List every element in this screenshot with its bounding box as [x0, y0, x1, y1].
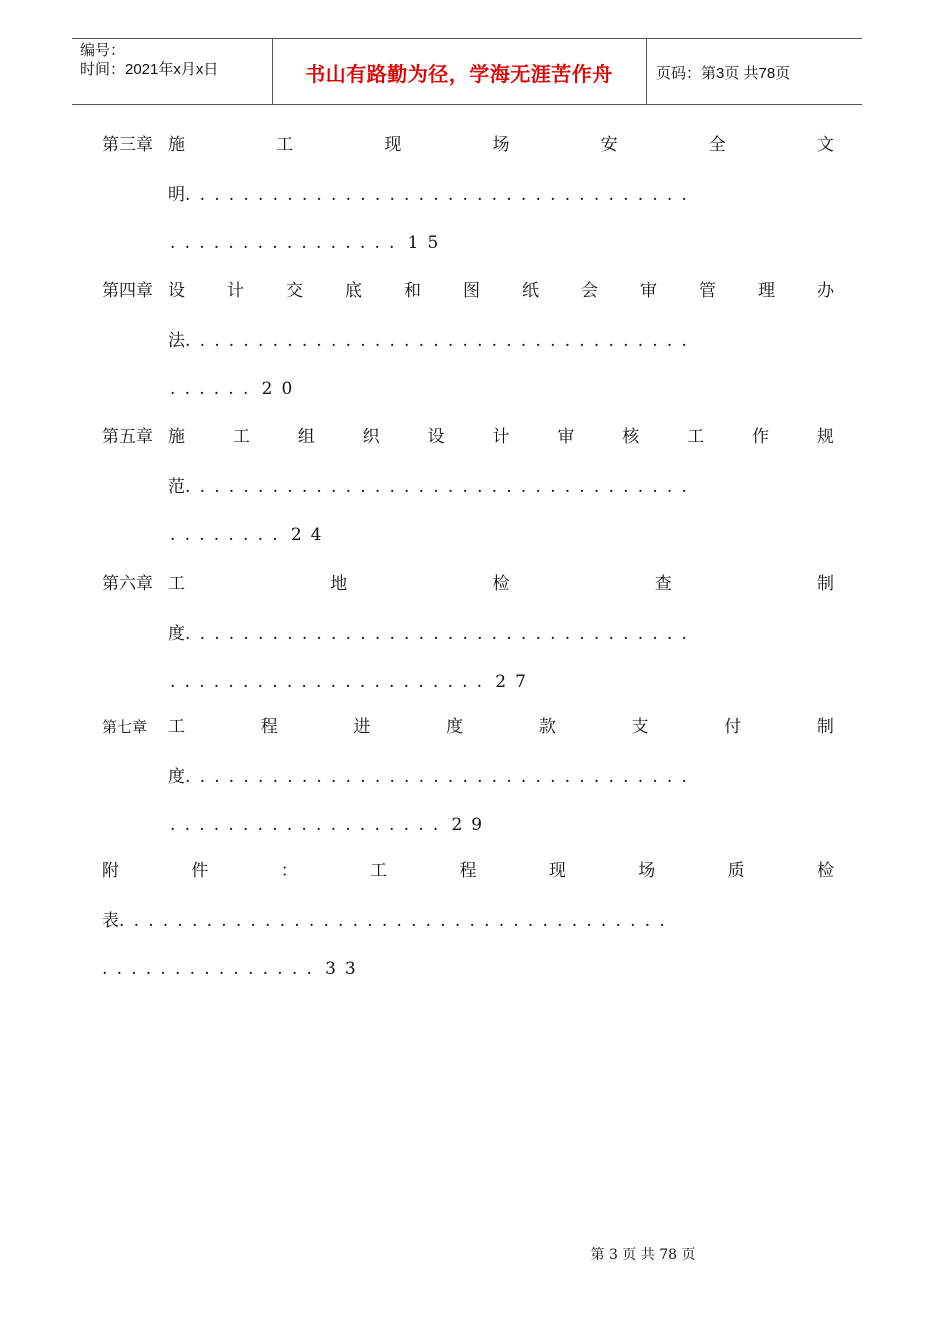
dot-leader: ......................................	[119, 911, 674, 931]
toc-title-char: 工	[370, 861, 388, 881]
toc-chapter-label: 第三章	[102, 135, 153, 155]
toc-title-char: 质	[727, 861, 745, 881]
toc-entry-page-line	[170, 379, 301, 399]
toc-title-char: 会	[581, 281, 598, 301]
toc-entry-leader	[168, 331, 834, 351]
toc-title-char: 底	[345, 281, 362, 301]
toc-entry-title[interactable]	[168, 717, 834, 737]
toc-title-char: 施	[168, 427, 185, 447]
toc-title-char: 作	[752, 427, 770, 447]
toc-title-char: 场	[638, 861, 656, 881]
toc-title-char: 现	[548, 861, 566, 881]
toc-title-char: 织	[362, 427, 380, 447]
toc-title-char: 款	[538, 717, 556, 737]
toc-title-char: 工	[168, 717, 185, 737]
toc-title-char: 进	[353, 717, 371, 737]
toc-page-number[interactable]: 33	[325, 959, 365, 979]
toc-entry-title[interactable]	[168, 427, 834, 447]
dot-leader: ................	[170, 233, 404, 253]
toc-chapter-label: 第六章	[102, 574, 153, 594]
toc-title-char: 工	[687, 427, 705, 447]
toc-title-char: 现	[384, 135, 402, 155]
toc-chapter-label: 第七章	[102, 718, 148, 736]
toc-entry-leader	[168, 477, 834, 497]
dot-leader: ...................................	[185, 185, 697, 205]
toc-title-char: 理	[758, 281, 775, 301]
page-footer: 第 3 页 共 78 页	[590, 1247, 696, 1263]
toc-title-char: 支	[631, 717, 649, 737]
page-header	[72, 38, 862, 105]
toc-title-char: 交	[286, 281, 303, 301]
toc-title-char: 办	[817, 281, 834, 301]
toc-title-char: 工	[232, 427, 250, 447]
toc-title-char: 检	[817, 861, 834, 881]
toc-title-end: 范	[168, 477, 185, 497]
toc-entry-leader	[168, 624, 834, 644]
toc-title-char: 设	[427, 427, 445, 447]
toc-entry-page-line	[170, 233, 447, 253]
toc-page-number[interactable]: 20	[261, 379, 302, 399]
dot-leader: ...............	[102, 959, 322, 979]
toc-title-char: 制	[817, 574, 834, 594]
toc-title-char: 组	[297, 427, 315, 447]
toc-title-char: 审	[640, 281, 657, 301]
dot-leader: ...................................	[185, 477, 697, 497]
toc-title-char: 查	[654, 574, 672, 594]
toc-title-char: 制	[816, 717, 834, 737]
toc-title-end: 度	[168, 624, 185, 644]
toc-chapter-label: 第四章	[102, 281, 153, 301]
toc-entry-title[interactable]	[168, 135, 834, 155]
dot-leader: ...................................	[185, 624, 697, 644]
toc-title-char: ：	[280, 861, 298, 881]
dot-leader: ...................................	[185, 767, 697, 787]
toc-title-char: 纸	[522, 281, 539, 301]
toc-title-char: 图	[463, 281, 480, 301]
dot-leader: ........	[170, 525, 287, 545]
toc-page-number[interactable]: 27	[495, 672, 535, 692]
toc-title-char: 审	[557, 427, 575, 447]
toc-page-number[interactable]: 15	[407, 233, 448, 253]
toc-chapter-label: 第五章	[102, 427, 153, 447]
toc-entry-page-line	[170, 672, 535, 692]
toc-entry-leader	[168, 185, 834, 205]
code-label: 编号：	[80, 42, 126, 59]
header-page-info: 页码：第3页 共78页	[656, 65, 791, 82]
toc-title-char: 度	[446, 717, 464, 737]
toc-title-char: 工	[168, 574, 185, 594]
toc-title-char: 付	[724, 717, 742, 737]
toc-title-char: 管	[699, 281, 716, 301]
dot-leader: ...................................	[185, 331, 697, 351]
toc-entry-leader	[102, 911, 834, 931]
toc-title-char: 文	[816, 135, 834, 155]
toc-page-number[interactable]: 29	[451, 815, 492, 835]
toc-title-char: 计	[227, 281, 244, 301]
header-divider	[646, 39, 647, 104]
toc-title-char: 工	[276, 135, 294, 155]
toc-title-char: 程	[459, 861, 477, 881]
toc-entry-leader	[168, 767, 834, 787]
toc-entry-page-line	[170, 815, 491, 835]
toc-title-char: 规	[816, 427, 834, 447]
toc-title-end: 法	[168, 331, 185, 351]
toc-title-char: 附	[102, 861, 119, 881]
toc-entry-title[interactable]	[102, 861, 834, 881]
toc-title-char: 件	[191, 861, 209, 881]
toc-title-char: 检	[492, 574, 510, 594]
date-label: 时间：2021年x月x日	[80, 61, 219, 78]
header-meta	[80, 41, 218, 79]
toc-title-char: 安	[600, 135, 618, 155]
toc-title-char: 施	[168, 135, 185, 155]
toc-title-end: 明	[168, 185, 185, 205]
toc-title-char: 场	[492, 135, 510, 155]
toc-title-char: 程	[260, 717, 278, 737]
toc-title-char: 全	[708, 135, 726, 155]
dot-leader: ...................	[170, 815, 448, 835]
toc-entry-title[interactable]	[168, 574, 834, 594]
toc-page-number[interactable]: 24	[290, 525, 331, 545]
toc-entry-title[interactable]	[168, 281, 834, 301]
toc-title-char: 地	[330, 574, 348, 594]
toc-title-end: 表	[102, 911, 119, 931]
header-motto: 书山有路勤为径，学海无涯苦作舟	[305, 62, 613, 86]
toc-entry-page-line	[170, 525, 330, 545]
toc-title-char: 设	[168, 281, 185, 301]
toc-entry-page-line	[102, 959, 365, 979]
toc-title-char: 和	[404, 281, 421, 301]
toc-title-end: 度	[168, 767, 185, 787]
toc-title-char: 核	[622, 427, 640, 447]
toc-title-char: 计	[492, 427, 510, 447]
dot-leader: ......	[170, 379, 258, 399]
dot-leader: ......................	[170, 672, 492, 692]
